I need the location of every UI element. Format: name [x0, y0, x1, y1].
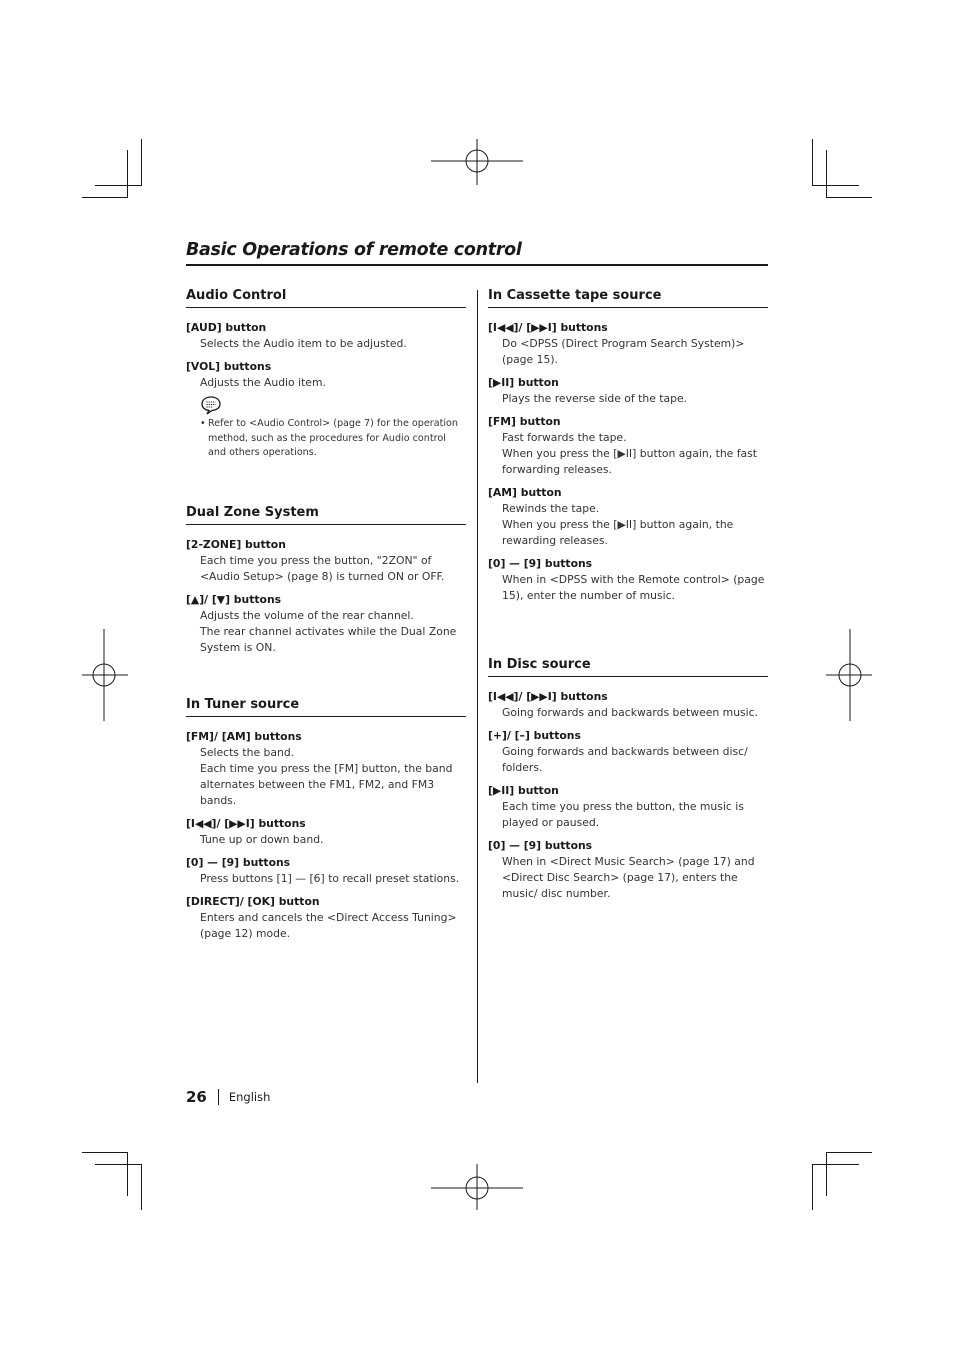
item-number-buttons [488, 838, 768, 902]
item-title: [I◀◀]/ [▶▶I] buttons [186, 816, 306, 830]
item-description [488, 501, 768, 549]
item-line: Going forwards and backwards between disc/ folders. [502, 745, 748, 774]
item-line: Going forwards and backwards between music. [502, 706, 759, 719]
item-title: [▶II] button [488, 376, 559, 389]
item-vol-buttons [186, 359, 466, 391]
title-rule [186, 264, 768, 266]
note-text: Refer to <Audio Control> (page 7) for the operation method, such as the procedures for Audio control and others operations. [208, 418, 458, 458]
item-plus-minus-buttons [488, 728, 768, 776]
item-title: [▲]/ [▼] buttons [186, 592, 282, 606]
page-footer [186, 1088, 270, 1106]
item-description [186, 871, 466, 887]
crop-mark [812, 139, 813, 186]
item-description [186, 910, 466, 942]
right-column [488, 286, 768, 902]
item-title: [0] — [9] buttons [488, 557, 593, 570]
item-line: Fast forwards the tape. [502, 431, 627, 444]
footer-separator [218, 1089, 219, 1105]
item-line: Selects the band. [200, 745, 295, 759]
item-description [186, 375, 466, 391]
crop-mark [141, 139, 142, 186]
crop-mark [826, 1152, 872, 1153]
item-description [488, 744, 768, 776]
crop-mark [812, 1164, 813, 1210]
item-seek-buttons [488, 689, 768, 721]
item-title: [FM]/ [AM] buttons [186, 729, 302, 743]
crop-mark [826, 150, 827, 197]
section-audio-control [186, 286, 466, 461]
section-title: In Tuner source [186, 695, 466, 717]
item-line: Tune up or down band. [200, 832, 324, 846]
crop-mark [826, 1153, 827, 1196]
item-line: Adjusts the Audio item. [200, 376, 326, 389]
item-description [488, 391, 768, 407]
note [200, 417, 466, 461]
item-line: When in <Direct Music Search> (page 17) and <Direct Disc Search> (page 17), enters the music/ disc number. [502, 855, 755, 900]
item-fm-am-buttons [186, 729, 466, 809]
crop-mark [127, 1153, 128, 1196]
left-column [186, 286, 466, 942]
item-line: Each time you press the [FM] button, the band alternates between the FM1, FM2, and FM3 bands. [200, 761, 453, 807]
item-title: [AUD] button [186, 321, 267, 334]
item-title: [+]/ [–] buttons [488, 729, 581, 742]
section-title: In Cassette tape source [488, 286, 768, 308]
item-line: When you press the [▶II] button again, the fast forwarding releases. [502, 447, 758, 476]
section-tuner-source [186, 695, 466, 942]
item-description [488, 572, 768, 604]
note-bullet: • [200, 418, 206, 429]
crop-mark [82, 1152, 128, 1153]
item-line: The rear channel activates while the Dual Zone System is ON. [200, 624, 457, 654]
section-title: Audio Control [186, 286, 466, 308]
item-title: [2-ZONE] button [186, 537, 286, 551]
item-title: [▶II] button [488, 784, 559, 797]
item-line: Enters and cancels the <Direct Access Tuning> (page 12) mode. [200, 910, 457, 940]
page-number: 26 [186, 1088, 207, 1106]
item-line: Selects the Audio item to be adjusted. [200, 337, 407, 350]
section-disc-source [488, 655, 768, 902]
item-description [186, 553, 466, 585]
item-number-buttons [488, 556, 768, 604]
item-seek-buttons [186, 816, 466, 848]
item-description [488, 430, 768, 478]
item-play-pause-button [488, 375, 768, 407]
crop-mark [812, 1164, 859, 1165]
item-play-pause-button [488, 783, 768, 831]
item-seek-buttons [488, 320, 768, 368]
item-description [488, 799, 768, 831]
item-line: When in <DPSS with the Remote control> (page 15), enter the number of music. [502, 573, 765, 602]
language-label: English [228, 1090, 271, 1104]
item-line: Each time you press the button, the music is played or paused. [502, 800, 744, 829]
item-line: Rewinds the tape. [502, 502, 600, 515]
registration-mark [82, 629, 128, 721]
item-description [488, 705, 768, 721]
registration-mark [431, 139, 523, 185]
item-title: [0] — [9] buttons [186, 855, 291, 869]
section-cassette-source [488, 286, 768, 604]
item-description [488, 336, 768, 368]
item-title: [DIRECT]/ [OK] button [186, 894, 320, 908]
item-title: [I◀◀]/ [▶▶I] buttons [488, 321, 608, 334]
item-line: Do <DPSS (Direct Program Search System)> (page 15). [502, 337, 745, 366]
item-aud-button [186, 320, 466, 352]
item-description [186, 608, 466, 656]
section-title: Dual Zone System [186, 503, 466, 525]
item-title: [I◀◀]/ [▶▶I] buttons [488, 690, 608, 703]
item-up-down-buttons [186, 592, 466, 656]
item-direct-ok-button [186, 894, 466, 942]
item-title: [FM] button [488, 415, 561, 428]
item-line: When you press the [▶II] button again, the rewarding releases. [502, 518, 734, 547]
crop-mark [95, 185, 142, 186]
page-title: Basic Operations of remote control [186, 240, 522, 260]
registration-mark [431, 1164, 523, 1210]
item-title: [VOL] buttons [186, 360, 272, 373]
note-icon [200, 395, 222, 415]
section-dual-zone-system [186, 503, 466, 656]
crop-mark [141, 1164, 142, 1210]
crop-mark [127, 150, 128, 197]
crop-mark [95, 1164, 142, 1165]
registration-mark [826, 629, 872, 721]
item-fm-button [488, 414, 768, 478]
section-title: In Disc source [488, 655, 768, 677]
crop-mark [826, 197, 872, 198]
crop-mark [812, 185, 859, 186]
item-number-buttons [186, 855, 466, 887]
item-line: Each time you press the button, "2ZON" of <Audio Setup> (page 8) is turned ON or OFF. [200, 553, 445, 583]
column-divider [477, 290, 478, 1083]
item-description [186, 832, 466, 848]
item-am-button [488, 485, 768, 549]
item-title: [0] — [9] buttons [488, 839, 593, 852]
item-description [186, 336, 466, 352]
item-title: [AM] button [488, 486, 562, 499]
item-line: Adjusts the volume of the rear channel. [200, 608, 414, 622]
item-description [488, 854, 768, 902]
item-description [186, 745, 466, 809]
item-2-zone-button [186, 537, 466, 585]
crop-mark [82, 197, 128, 198]
item-line: Press buttons [1] — [6] to recall preset stations. [200, 871, 460, 885]
item-line: Plays the reverse side of the tape. [502, 392, 688, 405]
